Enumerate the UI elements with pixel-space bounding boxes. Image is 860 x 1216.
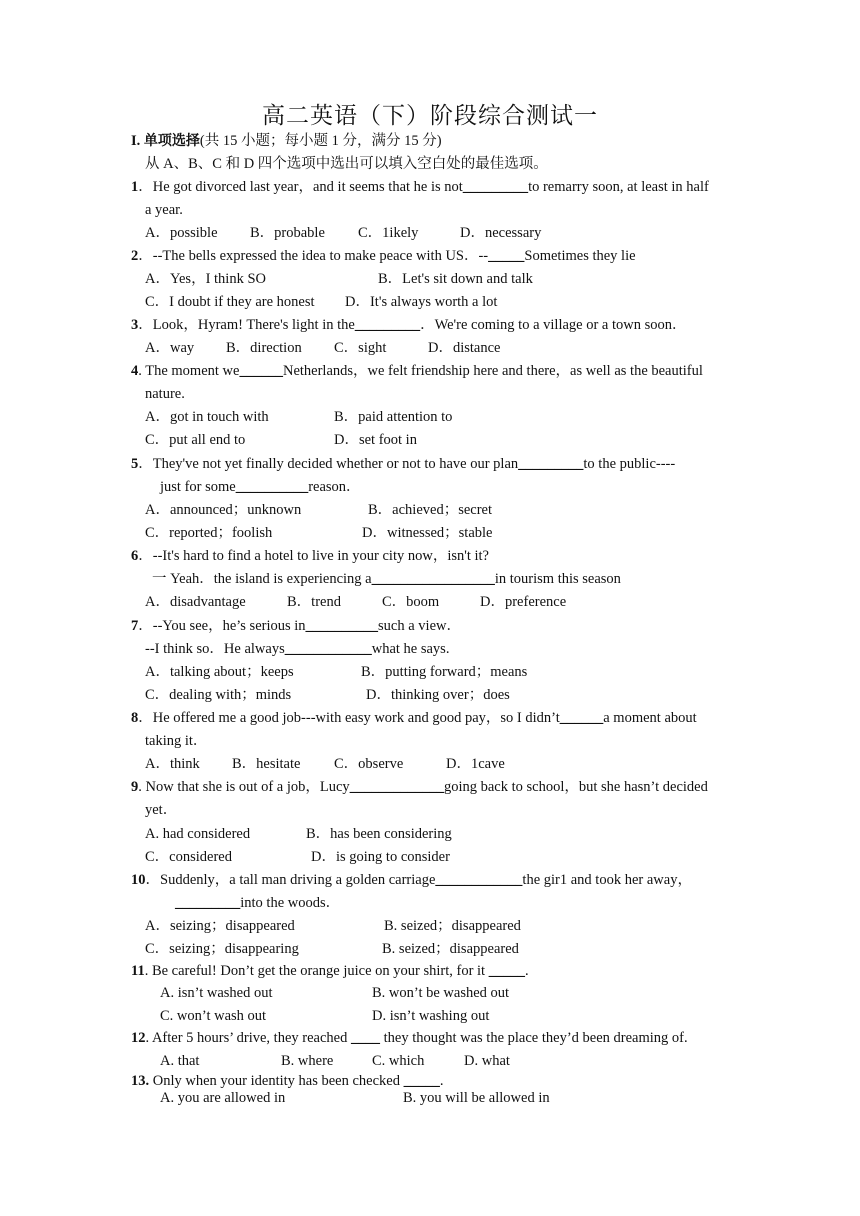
option: A．announced；unknown: [145, 502, 302, 518]
stem-text: Netherlands，we felt friendship here and there，as well as the beautiful: [282, 363, 703, 379]
stem-text: ．He got divorced last year，and it seems that he is not: [138, 179, 463, 195]
question-number: 13: [131, 1073, 146, 1089]
option: D．is going to consider: [311, 849, 450, 865]
option: D．set foot in: [334, 432, 417, 448]
option: B．achieved；secret: [368, 502, 493, 518]
question-10-stem-cont: [175, 893, 340, 913]
option: B. where: [281, 1053, 334, 1069]
question-1-stem-cont: a year.: [145, 202, 183, 218]
stem-text: to the public----: [583, 456, 676, 472]
answer-blank: _________: [462, 179, 529, 195]
option: C．reported；foolish: [145, 525, 273, 541]
section-note: (共 15 小题；每小题 1 分，满分 15 分): [199, 133, 442, 149]
option: C．dealing with；minds: [145, 687, 292, 703]
stem-text: into the woods．: [240, 895, 341, 911]
stem-text: .: [524, 963, 529, 979]
question-4-stem: [131, 361, 703, 381]
option: A. isn’t washed out: [160, 985, 273, 1001]
question-number: 1: [131, 179, 139, 195]
question-2-stem: [131, 246, 636, 266]
question-7-stem: [131, 616, 461, 636]
option: A. you are allowed in: [160, 1090, 286, 1106]
question-number: 12: [131, 1030, 146, 1046]
option: C. which: [372, 1053, 425, 1069]
stem-text: to remarry soon, at least in half: [528, 179, 709, 195]
section-header: [131, 131, 442, 151]
question-10-stem: [131, 870, 692, 890]
question-number: 11: [131, 963, 145, 979]
option: B．has been considering: [306, 826, 452, 842]
stem-text: . Now that she is out of a job，Lucy: [138, 779, 350, 795]
answer-blank: ____________: [284, 641, 372, 657]
option: C. won’t wash out: [160, 1008, 267, 1024]
option: C．boom: [382, 594, 440, 610]
stem-text: just for some: [160, 479, 236, 495]
question-3-stem: [131, 315, 687, 335]
option: B．putting forward；means: [361, 664, 528, 680]
stem-text: what he says.: [371, 641, 450, 657]
option: D．1cave: [446, 756, 505, 772]
option: C．I doubt if they are honest: [145, 294, 315, 310]
option: B. you will be allowed in: [403, 1090, 550, 1106]
question-11-stem: [131, 961, 529, 981]
stem-text: 一 Yeah．the island is experiencing a: [152, 571, 372, 587]
question-number: 5: [131, 456, 139, 472]
option: B. seized；disappeared: [384, 918, 521, 934]
stem-text: a moment about: [603, 710, 697, 726]
option: D. what: [464, 1053, 510, 1069]
stem-text: they thought was the place they’d been dreaming of.: [379, 1030, 688, 1046]
option: D．preference: [480, 594, 567, 610]
stem-text: ．They've not yet finally decided whether or not to have our plan: [138, 456, 519, 472]
option: A．way: [145, 340, 195, 356]
answer-blank: _____________: [349, 779, 444, 795]
question-4-stem-cont: nature.: [145, 386, 185, 402]
answer-blank: _____: [488, 963, 525, 979]
answer-blank: ______: [559, 710, 604, 726]
stem-text: Only when your identity has been checked: [149, 1073, 404, 1089]
option: D．It's always worth a lot: [345, 294, 498, 310]
stem-text: such a view．: [378, 618, 461, 634]
stem-text: ．We're coming to a village or a town soon．: [420, 317, 687, 333]
answer-blank: _____: [403, 1073, 440, 1089]
stem-text: the gir1 and took her away，: [522, 872, 692, 888]
answer-blank: _________: [175, 895, 241, 911]
option: A．think: [145, 756, 200, 772]
option: A．possible: [145, 225, 218, 241]
option: B．paid attention to: [334, 409, 453, 425]
section-heading: 单项选择: [143, 133, 200, 149]
question-number: 8: [131, 710, 139, 726]
question-number: 4: [131, 363, 139, 379]
stem-text: . After 5 hours’ drive, they reached: [145, 1030, 351, 1046]
answer-blank: _________________: [371, 571, 495, 587]
stem-text: . Be careful! Don’t get the orange juice on your shirt, for it: [144, 963, 489, 979]
option: C．observe: [334, 756, 404, 772]
section-number: I.: [131, 133, 141, 149]
question-8-stem-cont: taking it．: [145, 733, 208, 749]
option: A. had considered: [145, 826, 251, 842]
stem-text: ．He offered me a good job---with easy work and good pay，so I didn’t: [138, 710, 560, 726]
option: B．direction: [226, 340, 302, 356]
option: B．trend: [287, 594, 341, 610]
option: B. won’t be washed out: [372, 985, 510, 1001]
question-number: 10: [131, 872, 146, 888]
option: A．seizing；disappeared: [145, 918, 295, 934]
option: C．seizing；disappearing: [145, 941, 299, 957]
option: B．probable: [250, 225, 325, 241]
option: A．disadvantage: [145, 594, 246, 610]
answer-blank: _____: [488, 248, 525, 264]
stem-text: --I think so．He always: [145, 641, 285, 657]
option: D．distance: [428, 340, 501, 356]
question-12-stem: [131, 1028, 688, 1048]
stem-text: reason．: [308, 479, 361, 495]
stem-text: ．--You see，he’s serious in: [138, 618, 306, 634]
stem-text: ．--The bells expressed the idea to make peace with US．--: [138, 248, 489, 264]
stem-text: ．Look，Hyram! There's light in the: [138, 317, 355, 333]
answer-blank: _________: [518, 456, 584, 472]
option: A．Yes，I think SO: [145, 271, 266, 287]
answer-blank: __________: [235, 479, 309, 495]
question-6-stem-cont: [152, 569, 621, 589]
question-1-stem: [131, 177, 709, 197]
option: B. seized；disappeared: [382, 941, 519, 957]
option: C．put all end to: [145, 432, 246, 448]
question-5-stem: [131, 454, 675, 474]
question-9-stem: [131, 777, 708, 797]
question-13-stem: 13. Only when your identity has been checked _____.: [131, 1073, 444, 1089]
answer-blank: __________: [305, 618, 379, 634]
question-7-stem-cont: [145, 639, 449, 659]
stem-text: in tourism this season: [494, 571, 621, 587]
stem-text: ．Suddenly，a tall man driving a golden carriage: [145, 872, 436, 888]
option: C．sight: [334, 340, 387, 356]
question-6-stem: [131, 546, 489, 566]
option: D．witnessed；stable: [362, 525, 493, 541]
option: D. isn’t washing out: [372, 1008, 490, 1024]
question-number: 3: [131, 317, 139, 333]
section-instruction: 从 A、B、C 和 D 四个选项中选出可以填入空白处的最佳选项。: [145, 156, 548, 172]
question-number: 9: [131, 779, 139, 795]
answer-blank: ______: [239, 363, 283, 379]
question-number: 6: [131, 548, 139, 564]
question-number: 7: [131, 618, 139, 634]
stem-text: .: [439, 1073, 444, 1089]
option: B．hesitate: [232, 756, 301, 772]
answer-blank: ____: [350, 1030, 380, 1046]
option: A. that: [160, 1053, 200, 1069]
question-number: 2: [131, 248, 139, 264]
page-title: 高二英语（下）阶段综合测试一: [262, 103, 598, 129]
option: A．talking about；keeps: [145, 664, 294, 680]
option: D．thinking over；does: [366, 687, 510, 703]
stem-text: going back to school，but she hasn’t decided: [443, 779, 708, 795]
option: B．Let's sit down and talk: [378, 271, 533, 287]
option: A．got in touch with: [145, 409, 269, 425]
stem-text: ．--It's hard to find a hotel to live in your city now，isn't it?: [138, 548, 489, 564]
question-9-stem-cont: yet．: [145, 802, 178, 818]
question-8-stem: [131, 708, 697, 728]
answer-blank: _________: [354, 317, 421, 333]
question-5-stem-cont: [160, 477, 361, 497]
answer-blank: ____________: [435, 872, 523, 888]
stem-text: Sometimes they lie: [524, 248, 636, 264]
stem-text: . The moment we: [138, 363, 240, 379]
option: C．considered: [145, 849, 232, 865]
option: C．1ikely: [358, 225, 419, 241]
option: D．necessary: [460, 225, 542, 241]
